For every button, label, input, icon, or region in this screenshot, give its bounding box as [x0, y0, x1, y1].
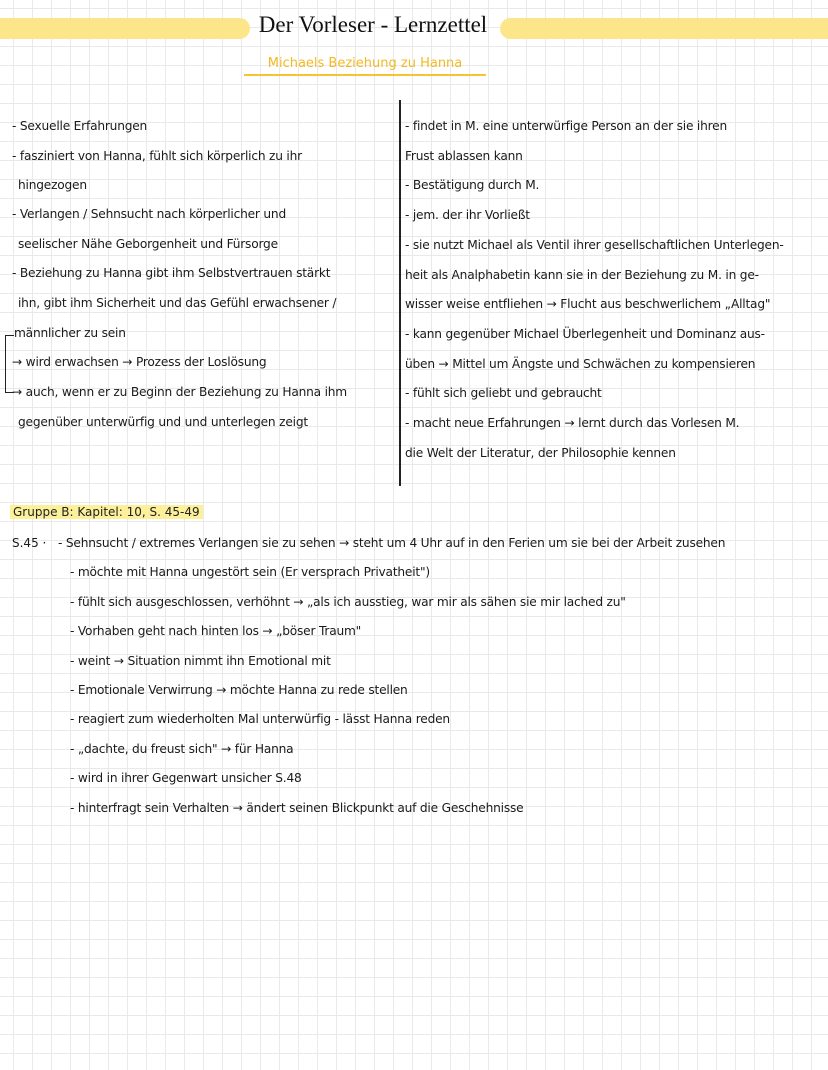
column-divider [399, 100, 401, 486]
note-line: ihn, gibt ihm Sicherheit und das Gefühl erwachsener / [18, 296, 337, 310]
note-line: - Bestätigung durch M. [405, 178, 540, 193]
note-line: - fühlt sich ausgeschlossen, verhöhnt → „als ich ausstieg, war mir als sähen sie mir lached zu" [70, 595, 626, 609]
note-line: - Verlangen / Sehnsucht nach körperlicher und [12, 207, 286, 221]
title-highlight-left [0, 18, 250, 39]
note-line: - kann gegenüber Michael Überlegenheit und Dominanz aus- [405, 326, 765, 341]
note-line: hingezogen [18, 178, 87, 192]
note-line: - jem. der ihr Vorließt [405, 208, 530, 223]
note-line: - fasziniert von Hanna, fühlt sich körperlich zu ihr [12, 149, 302, 163]
note-line: → auch, wenn er zu Beginn der Beziehung zu Hanna ihm [12, 385, 347, 399]
title-highlight-right [500, 18, 828, 39]
page-title: Der Vorleser - Lernzettel [258, 12, 488, 37]
note-line: - findet in M. eine unterwürfige Person an der sie ihren [405, 119, 728, 133]
note-line: - wird in ihrer Gegenwart unsicher S.48 [70, 771, 302, 785]
note-line: seelischer Nähe Geborgenheit und Fürsorge [18, 237, 278, 251]
note-line: → wird erwachsen → Prozess der Loslösung [12, 355, 267, 369]
section-subtitle: Michaels Beziehung zu Hanna [244, 56, 486, 76]
note-line: - macht neue Erfahrungen → lernt durch das Vorlesen M. [405, 416, 740, 430]
note-line: - Sehnsucht / extremes Verlangen sie zu sehen → steht um 4 Uhr auf in den Ferien um sie bei der Arbeit zusehen [58, 536, 726, 550]
note-line: - möchte mit Hanna ungestört sein (Er versprach Privatheit") [70, 565, 430, 579]
note-line: - Emotionale Verwirrung → möchte Hanna zu rede stellen [70, 683, 408, 697]
note-line: heit als Analphabetin kann sie in der Beziehung zu M. in ge- [405, 267, 759, 282]
note-line: - Sexuelle Erfahrungen [12, 119, 148, 133]
note-line: männlicher zu sein [14, 326, 126, 340]
note-line: üben → Mittel um Ängste und Schwächen zu kompensieren [405, 356, 756, 371]
note-line: Frust ablassen kann [405, 148, 523, 163]
note-line: - fühlt sich geliebt und gebraucht [405, 386, 602, 401]
note-line: die Welt der Literatur, der Philosophie kennen [405, 445, 676, 460]
note-line: wisser weise entfliehen → Flucht aus beschwerlichem „Alltag" [405, 297, 771, 312]
note-line: - weint → Situation nimmt ihn Emotional mit [70, 654, 331, 668]
note-line: - „dachte, du freust sich" → für Hanna [70, 742, 294, 756]
note-line: - reagiert zum wiederholten Mal unterwürfig - lässt Hanna reden [70, 712, 450, 726]
note-line: gegenüber unterwürfig und und unterlegen zeigt [18, 415, 308, 429]
note-line: - sie nutzt Michael als Ventil ihrer gesellschaftlichen Unterlegen- [405, 237, 784, 252]
note-line: - Vorhaben geht nach hinten los → „böser Traum" [70, 624, 362, 638]
note-line: - hinterfragt sein Verhalten → ändert seinen Blickpunkt auf die Geschehnisse [70, 801, 524, 815]
page-label: S.45 · [12, 536, 47, 550]
group-heading: Gruppe B: Kapitel: 10, S. 45-49 [10, 505, 203, 519]
note-line: - Beziehung zu Hanna gibt ihm Selbstvertrauen stärkt [12, 266, 331, 280]
